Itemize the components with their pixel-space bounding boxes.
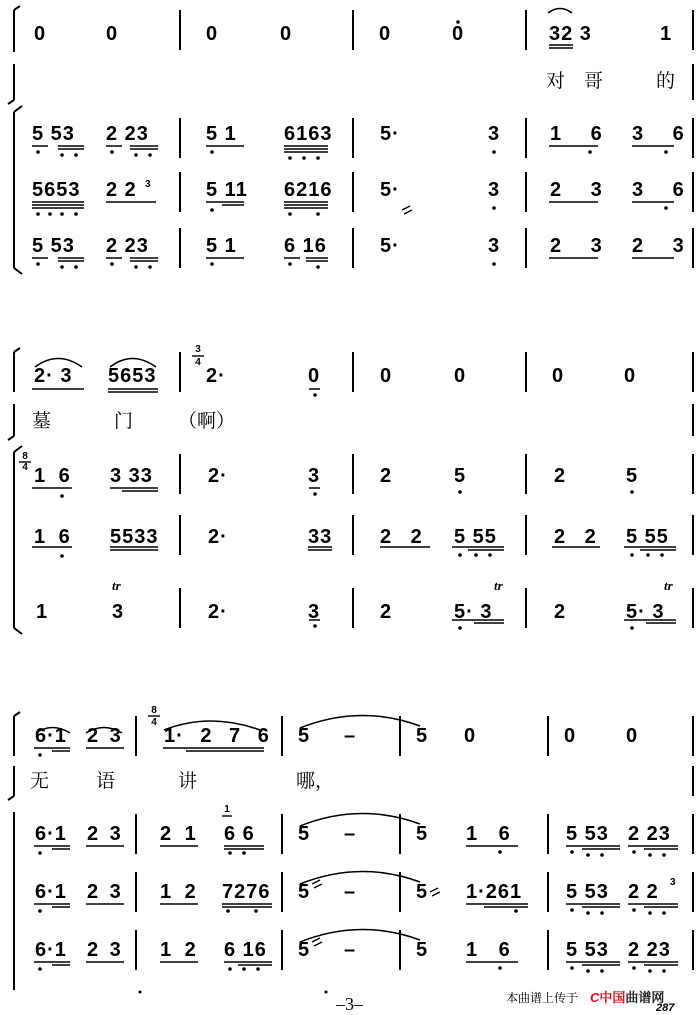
accomp-note: 2 3 [632, 235, 685, 257]
accomp-note: 5· 3 [626, 601, 665, 623]
voice-note: 0 [624, 365, 637, 387]
accomp-note: 3 [488, 235, 501, 257]
grace-superscript: 3 [670, 877, 676, 888]
accomp-note: 2 1 [160, 823, 197, 845]
time-signature-bottom: 4 [151, 717, 157, 728]
time-signature-bottom: 4 [195, 357, 201, 368]
voice-note: 1· 2 7 6 [164, 725, 270, 747]
lyric-bracket [8, 64, 14, 104]
voice-note: – [344, 725, 357, 747]
voice-note: 0 [464, 725, 477, 747]
accomp-note: 1 [36, 601, 49, 623]
accomp-note: 1 6 [550, 123, 603, 145]
accomp-note: 3 [308, 601, 321, 623]
accomp-note: 2· [208, 465, 228, 487]
accomp-note: 2 23 [106, 235, 149, 257]
accomp-note: 2 2 [554, 526, 597, 548]
accomp-note: 2 2 [380, 526, 423, 548]
accomp-note: 3 6 [632, 123, 685, 145]
accomp-note: 5 53 [566, 823, 609, 845]
accomp-note: 5 1 [206, 235, 237, 257]
accomp-note: 3 33 [110, 465, 153, 487]
accomp-note: 5 [298, 939, 311, 961]
accomp-note: 5 [626, 465, 639, 487]
accomp-note: 3 [488, 179, 501, 201]
accomp-note: 3 [488, 123, 501, 145]
lyric-char: 墓 [32, 410, 52, 432]
accomp-note: 5 11 [206, 179, 248, 201]
accomp-note: – [344, 823, 357, 845]
accomp-note: 5 1 [206, 123, 237, 145]
trill-mark: tr [494, 578, 503, 593]
accomp-note: 2 3 [87, 881, 122, 903]
accomp-note: 5 [416, 823, 429, 845]
voice-note: 0 [626, 725, 639, 747]
accomp-note: 1 2 [160, 881, 197, 903]
accomp-note: 2 2 [628, 881, 659, 903]
accomp-note: 6·1 [35, 881, 67, 903]
voice-note: 0 [206, 23, 219, 45]
accomp-note: 7276 [222, 881, 271, 903]
logo-mark-icon: C [590, 990, 600, 1005]
voice-note: 2 3 [87, 725, 122, 747]
page-number: –3– [336, 994, 363, 1014]
trill-mark: tr [112, 578, 121, 593]
accomp-note: 6 16 [284, 235, 327, 257]
accomp-note: 1·261 [466, 881, 523, 903]
accomp-note: 5 [298, 881, 311, 903]
accomp-note: 3 6 [632, 179, 685, 201]
accomp-note: 6·1 [35, 939, 67, 961]
grace-small: 1 [224, 804, 230, 815]
site-logo[interactable] [590, 987, 664, 1006]
accomp-note: 5 55 [626, 526, 669, 548]
voice-note: 0 [34, 23, 47, 45]
accomp-note: 1 6 [466, 939, 511, 961]
lyric-char: 无 [30, 770, 50, 792]
accomp-note: 5· [380, 123, 400, 145]
lyric-char: （啊） [178, 410, 236, 432]
accomp-note: 5 55 [454, 526, 497, 548]
accomp-note: 2 2 [106, 179, 137, 201]
logo-text-dark: 曲谱网 [625, 990, 665, 1005]
time-signature-top: 8 [22, 451, 28, 462]
lyric-char: 哪， [296, 770, 335, 792]
accomp-note: 1 6 [466, 823, 511, 845]
voice-note: 0 [308, 365, 321, 387]
accomp-note: 5533 [110, 526, 159, 548]
accomp-note: – [344, 881, 357, 903]
accomp-note: 5 53 [32, 123, 75, 145]
logo-text-red: 中国 [599, 990, 626, 1005]
accomp-note: 3 [308, 465, 321, 487]
accomp-note: 5 [454, 465, 467, 487]
voice-note: 0 [280, 23, 293, 45]
accomp-note: 1 2 [160, 939, 197, 961]
trill-mark: tr [664, 578, 673, 593]
accomp-note: 2 3 [550, 235, 603, 257]
voice-note: 2· 3 [34, 365, 73, 387]
accomp-note: 3 [112, 601, 125, 623]
voice-note: 0 [106, 23, 119, 45]
accomp-bracket [14, 106, 22, 274]
accomp-note: 2 [380, 601, 393, 623]
accomp-note: 5 53 [32, 235, 75, 257]
voice-note: 0 [452, 23, 465, 45]
accomp-note: 2 23 [106, 123, 149, 145]
time-signature-bottom: 4 [22, 462, 28, 473]
accomp-note: 6216 [284, 179, 333, 201]
voice-note: 5653 [108, 365, 157, 387]
accomp-note: 5· [380, 235, 400, 257]
voice-note: 1 [660, 23, 673, 45]
accomp-note: 6 6 [224, 823, 255, 845]
voice-note: 0 [564, 725, 577, 747]
accomp-note: 5· 3 [454, 601, 493, 623]
voice-note: 2· [206, 365, 226, 387]
lyric-char: 对 [546, 70, 566, 92]
accomp-note: 6163 [284, 123, 333, 145]
time-signature-top: 8 [151, 705, 157, 716]
accomp-note: 5 [298, 823, 311, 845]
voice-note: 0 [379, 23, 392, 45]
accomp-note: 2 [554, 465, 567, 487]
accomp-note: 2· [208, 526, 228, 548]
accomp-note: 5653 [32, 179, 81, 201]
lyric-char: 门 [114, 410, 134, 432]
accomp-note: 1 6 [34, 526, 71, 548]
accomp-note: 6·1 [35, 823, 67, 845]
accomp-note: 5 [416, 939, 429, 961]
voice-note: 0 [454, 365, 467, 387]
accomp-note: 2 3 [87, 939, 122, 961]
voice-bracket [14, 6, 20, 52]
grace-superscript: 3 [145, 179, 151, 190]
lyric-char: 讲 [178, 770, 198, 792]
accomp-note: 2 [554, 601, 567, 623]
accomp-note: 2 [380, 465, 393, 487]
accomp-note: – [344, 939, 357, 961]
voice-note: 6·1 [35, 725, 67, 747]
accomp-note: 2 23 [628, 823, 671, 845]
time-signature-top: 3 [195, 344, 201, 355]
voice-note: 5 [416, 725, 429, 747]
lyric-char: 的 [656, 70, 676, 92]
accomp-note: 5· [380, 179, 400, 201]
voice-note: 32 3 [549, 23, 592, 45]
accomp-note: 5 53 [566, 939, 609, 961]
accomp-note: 6 16 [224, 939, 267, 961]
lyric-char: 语 [96, 770, 116, 792]
accomp-note: 2 3 [87, 823, 122, 845]
accomp-note: 1 6 [34, 465, 71, 487]
corner-fragment: 287 [656, 1002, 675, 1014]
upload-note: 本曲谱上传于 [506, 991, 579, 1005]
accomp-note: 2 23 [628, 939, 671, 961]
voice-note: 0 [380, 365, 393, 387]
accomp-note: 5 [416, 881, 429, 903]
lyric-char: 哥 [584, 70, 604, 92]
accomp-note: 2 3 [550, 179, 603, 201]
voice-note: 0 [552, 365, 565, 387]
voice-note: 5 [298, 725, 311, 747]
accomp-note: 33 [308, 526, 333, 548]
accomp-note: 5 53 [566, 881, 609, 903]
accomp-note: 2· [208, 601, 228, 623]
